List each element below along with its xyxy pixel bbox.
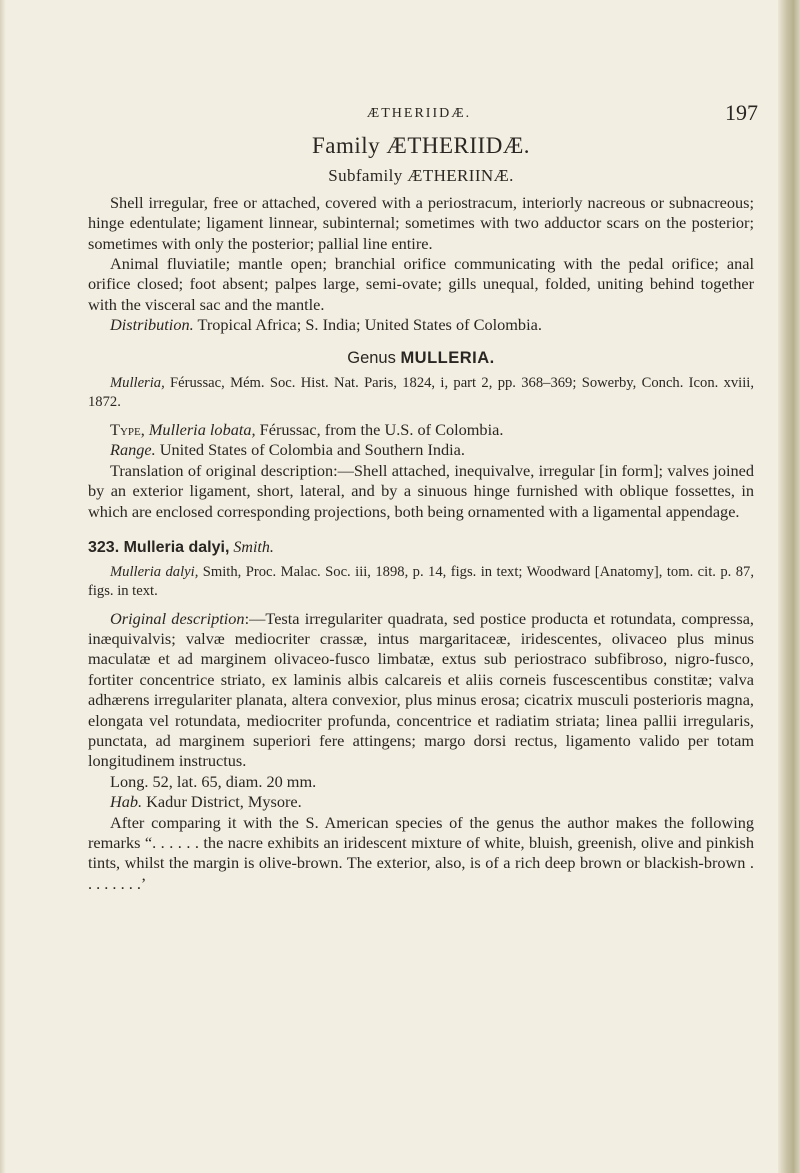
running-head [80, 98, 758, 128]
genus-translation: Translation of original description:—Shell attached, inequivalve, irregular [in form]; valves joined by an exterior ligament, short, lateral, and by a sinuous hinge furnished with oblique fossettes, in which are enclosed corresponding projections, both being ornamented with a ligamental appendage. [88, 460, 754, 521]
original-description [88, 609, 754, 772]
family-heading: Family ÆTHERIIDÆ. [311, 133, 531, 158]
species-dimensions: Long. 52, lat. 65, diam. 20 mm. [110, 771, 317, 791]
species-name: Mulleria dalyi, [119, 539, 230, 557]
type-name: Mulleria lobata, [144, 420, 256, 440]
page-content [88, 133, 755, 894]
genus-type [88, 420, 754, 440]
family-description: Shell irregular, free or attached, covered with a periostracum, interiorly nacreous or subnacreous; hinge edentulate; ligament linnear, subinternal; sometimes with two adductor scars on the posterior; sometimes with only the posterior; pallial line entire. [88, 192, 754, 253]
species-habitat [88, 792, 754, 812]
genus-range [88, 440, 754, 460]
page-number: 197 [725, 100, 758, 125]
species-author: Smith. [229, 539, 274, 557]
genus-heading-prefix: Genus [347, 348, 401, 367]
original-description-text: :—Testa irregulariter quadrata, sed postice producta et rotundata, compressa, inæquivalvis; valvæ mediocriter crassæ, intus margaritaceæ, iridescentes, olivaceo plus minus maculatæ et ad marginem olivaceo-fusco limbatæ, extus sub periostraco subfibroso, nigro-fusco, fortiter concentrice striato, ex laminis albis calcareis et aliis corneis fuscescentibus constitæ; valva adhærens irregulariter planata, altera convexior, plus minus erosa; cicatrix musculi posterioris magna, elongata vel rotundata, mediocriter profunda, concentrice et radiatim striata; linea pallii irregularis, punctata, ad marginem superiori fere attingens; margo dorsi rectus, ligamento valido per totam longitudinem instructus. [88, 608, 755, 771]
family-distribution [88, 315, 754, 335]
genus-reference [88, 374, 754, 412]
original-description-label: Original description [110, 608, 245, 628]
genus-reference-name: Mulleria, [110, 375, 165, 392]
type-label: Type, [110, 420, 145, 440]
species-heading [88, 538, 754, 558]
subfamily-heading: Subfamily ÆTHERIINÆ. [328, 166, 514, 186]
distribution-label: Distribution. [110, 315, 194, 335]
species-reference [88, 563, 754, 601]
page-right-edge [778, 0, 800, 1173]
species-remarks: After comparing it with the S. American species of the genus the author makes the following remarks “. . . . . . the nacre exhibits an iridescent mixture of white, bluish, greenish, olive and pinkish tints, whilst the margin is olive-brown. The exterior, also, is of a rich deep brown or blackish-brown . . . . . . . .’ [88, 812, 754, 893]
animal-description: Animal fluviatile; mantle open; branchial orifice communicating with the pedal orifice; anal orifice closed; foot absent; palpes large, semi-ovate; gills unequal, folded, uniting behind together with the visceral sac and the mantle. [88, 254, 754, 314]
type-text: Férussac, from the U.S. of Colombia. [255, 420, 504, 440]
genus-reference-text: Férussac, Mém. Soc. Hist. Nat. Paris, 1824, i, part 2, pp. 368–369; Sowerby, Conch. Icon. xviii, 1872. [88, 375, 754, 411]
genus-heading [88, 348, 754, 368]
species-reference-name: Mulleria dalyi, [110, 563, 199, 580]
range-text: United States of Colombia and Southern India. [155, 440, 465, 460]
running-title: ÆTHERIIDÆ. [366, 106, 472, 121]
distribution-text: Tropical Africa; S. India; United States of Colombia. [193, 315, 542, 335]
species-reference-text: Smith, Proc. Malac. Soc. iii, 1898, p. 14, figs. in text; Woodward [Anatomy], tom. cit. p. 87, figs. in text. [88, 563, 754, 599]
habitat-text: Kadur District, Mysore. [142, 792, 302, 812]
genus-heading-name: MULLERIA. [400, 348, 495, 367]
species-number: 323. [88, 539, 120, 557]
page-left-shadow [0, 0, 6, 1173]
habitat-label: Hab. [110, 792, 143, 812]
range-label: Range. [110, 440, 156, 460]
